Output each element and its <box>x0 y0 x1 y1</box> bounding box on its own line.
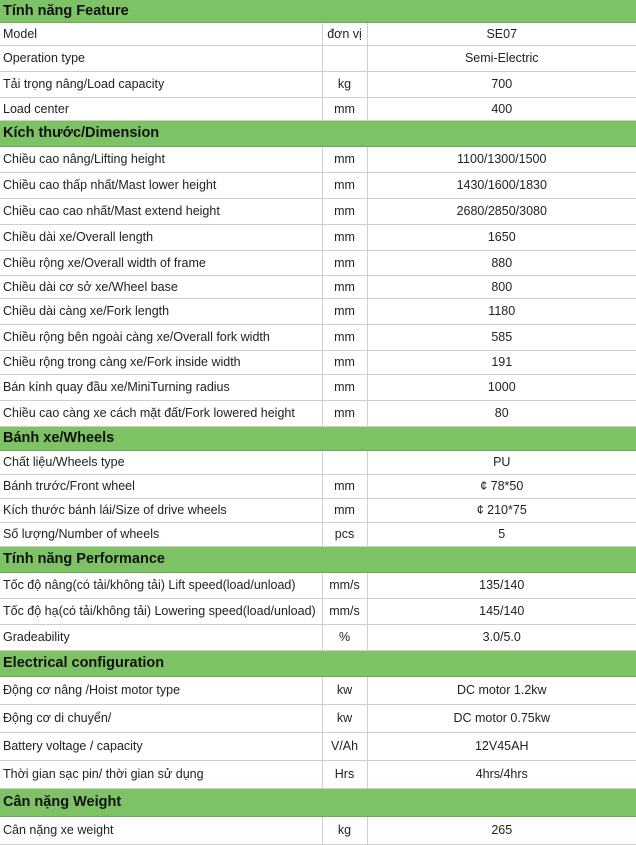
spec-value: PU <box>367 451 636 475</box>
spec-name: Bán kính quay đầu xe/MiniTurning radius <box>0 375 322 401</box>
table-row <box>0 46 636 72</box>
section-header-feature <box>0 0 636 23</box>
table-row <box>0 375 636 401</box>
spec-name: Chiều rộng trong càng xe/Fork inside width <box>0 351 322 375</box>
table-row <box>0 276 636 299</box>
spec-value: SE07 <box>367 23 636 46</box>
spec-name: Số lượng/Number of wheels <box>0 523 322 547</box>
spec-unit: mm <box>322 276 367 299</box>
spec-value: 1650 <box>367 225 636 251</box>
table-row <box>0 72 636 98</box>
spec-name: Chiều cao càng xe cách mặt đất/Fork lowered height <box>0 401 322 427</box>
spec-unit: mm/s <box>322 573 367 599</box>
spec-unit: % <box>322 625 367 651</box>
spec-name: Model <box>0 23 322 46</box>
spec-value: 585 <box>367 325 636 351</box>
spec-unit: mm <box>322 325 367 351</box>
spec-value: 4hrs/4hrs <box>367 761 636 789</box>
spec-value: 80 <box>367 401 636 427</box>
spec-unit: Hrs <box>322 761 367 789</box>
spec-unit: mm <box>322 225 367 251</box>
spec-name: Kích thước bánh lái/Size of drive wheels <box>0 499 322 523</box>
spec-value: 400 <box>367 98 636 121</box>
table-row <box>0 98 636 121</box>
spec-unit <box>322 46 367 72</box>
spec-value: 1100/1300/1500 <box>367 147 636 173</box>
section-header-dimension <box>0 121 636 147</box>
table-row <box>0 677 636 705</box>
spec-unit: V/Ah <box>322 733 367 761</box>
spec-name: Load center <box>0 98 322 121</box>
table-row <box>0 451 636 475</box>
table-row <box>0 173 636 199</box>
spec-value: 135/140 <box>367 573 636 599</box>
spec-value: 2680/2850/3080 <box>367 199 636 225</box>
spec-value: 1180 <box>367 299 636 325</box>
table-row <box>0 475 636 499</box>
spec-name: Tốc độ hạ(có tải/không tải) Lowering speed(load/unload) <box>0 599 322 625</box>
spec-name: Battery voltage / capacity <box>0 733 322 761</box>
spec-name: Chiều cao nâng/Lifting height <box>0 147 322 173</box>
spec-name: Thời gian sạc pin/ thời gian sử dụng <box>0 761 322 789</box>
spec-name: Chiều dài xe/Overall length <box>0 225 322 251</box>
table-row <box>0 705 636 733</box>
table-row <box>0 817 636 845</box>
section-title: Tính năng Performance <box>0 547 636 573</box>
table-row <box>0 499 636 523</box>
table-row <box>0 23 636 46</box>
spec-value: 265 <box>367 817 636 845</box>
section-header-wheels <box>0 427 636 451</box>
spec-unit: mm <box>322 475 367 499</box>
spec-unit: mm/s <box>322 599 367 625</box>
spec-name: Gradeability <box>0 625 322 651</box>
spec-unit: mm <box>322 98 367 121</box>
spec-name: Chiều rộng xe/Overall width of frame <box>0 251 322 276</box>
spec-unit: kw <box>322 677 367 705</box>
spec-value: 700 <box>367 72 636 98</box>
spec-name: Chiều rộng bên ngoài càng xe/Overall fork width <box>0 325 322 351</box>
spec-name: Chiều dài càng xe/Fork length <box>0 299 322 325</box>
spec-unit: kg <box>322 817 367 845</box>
spec-value: ¢ 210*75 <box>367 499 636 523</box>
spec-unit: mm <box>322 147 367 173</box>
spec-value: 5 <box>367 523 636 547</box>
spec-unit: mm <box>322 351 367 375</box>
spec-value: ¢ 78*50 <box>367 475 636 499</box>
table-row <box>0 225 636 251</box>
spec-value: 3.0/5.0 <box>367 625 636 651</box>
spec-name: Động cơ di chuyển/ <box>0 705 322 733</box>
spec-unit <box>322 451 367 475</box>
spec-value: 12V45AH <box>367 733 636 761</box>
spec-unit: mm <box>322 251 367 276</box>
section-header-performance <box>0 547 636 573</box>
table-row <box>0 251 636 276</box>
table-row <box>0 147 636 173</box>
spec-value: 191 <box>367 351 636 375</box>
spec-name: Tải trọng nâng/Load capacity <box>0 72 322 98</box>
spec-value: DC motor 0.75kw <box>367 705 636 733</box>
spec-name: Chất liệu/Wheels type <box>0 451 322 475</box>
spec-value: 1000 <box>367 375 636 401</box>
table-row <box>0 573 636 599</box>
spec-unit: mm <box>322 173 367 199</box>
section-title: Cân nặng Weight <box>0 789 636 817</box>
section-header-electrical <box>0 651 636 677</box>
table-row <box>0 299 636 325</box>
table-row <box>0 351 636 375</box>
spec-value: 880 <box>367 251 636 276</box>
table-row <box>0 199 636 225</box>
table-row <box>0 625 636 651</box>
spec-unit: kg <box>322 72 367 98</box>
spec-unit: pcs <box>322 523 367 547</box>
spec-name: Chiều cao cao nhất/Mast extend height <box>0 199 322 225</box>
spec-value: 800 <box>367 276 636 299</box>
spec-unit: kw <box>322 705 367 733</box>
spec-value: 1430/1600/1830 <box>367 173 636 199</box>
spec-name: Bánh trước/Front wheel <box>0 475 322 499</box>
spec-unit: mm <box>322 499 367 523</box>
table-row <box>0 599 636 625</box>
spec-value: DC motor 1.2kw <box>367 677 636 705</box>
spec-unit: mm <box>322 299 367 325</box>
spec-unit: đơn vị <box>322 23 367 46</box>
section-title: Electrical configuration <box>0 651 636 677</box>
spec-name: Operation type <box>0 46 322 72</box>
spec-unit: mm <box>322 401 367 427</box>
table-row <box>0 325 636 351</box>
spec-name: Động cơ nâng /Hoist motor type <box>0 677 322 705</box>
section-title: Tính năng Feature <box>0 0 636 23</box>
table-row <box>0 733 636 761</box>
table-row <box>0 401 636 427</box>
section-title: Kích thước/Dimension <box>0 121 636 147</box>
spec-name: Cân nặng xe weight <box>0 817 322 845</box>
spec-value: Semi-Electric <box>367 46 636 72</box>
spec-value: 145/140 <box>367 599 636 625</box>
section-title: Bánh xe/Wheels <box>0 427 636 451</box>
spec-unit: mm <box>322 375 367 401</box>
spec-name: Tốc độ nâng(có tải/không tải) Lift speed(load/unload) <box>0 573 322 599</box>
spec-name: Chiều dài cơ sở xe/Wheel base <box>0 276 322 299</box>
spec-name: Chiều cao thấp nhất/Mast lower height <box>0 173 322 199</box>
table-row <box>0 761 636 789</box>
table-row <box>0 523 636 547</box>
spec-unit: mm <box>322 199 367 225</box>
